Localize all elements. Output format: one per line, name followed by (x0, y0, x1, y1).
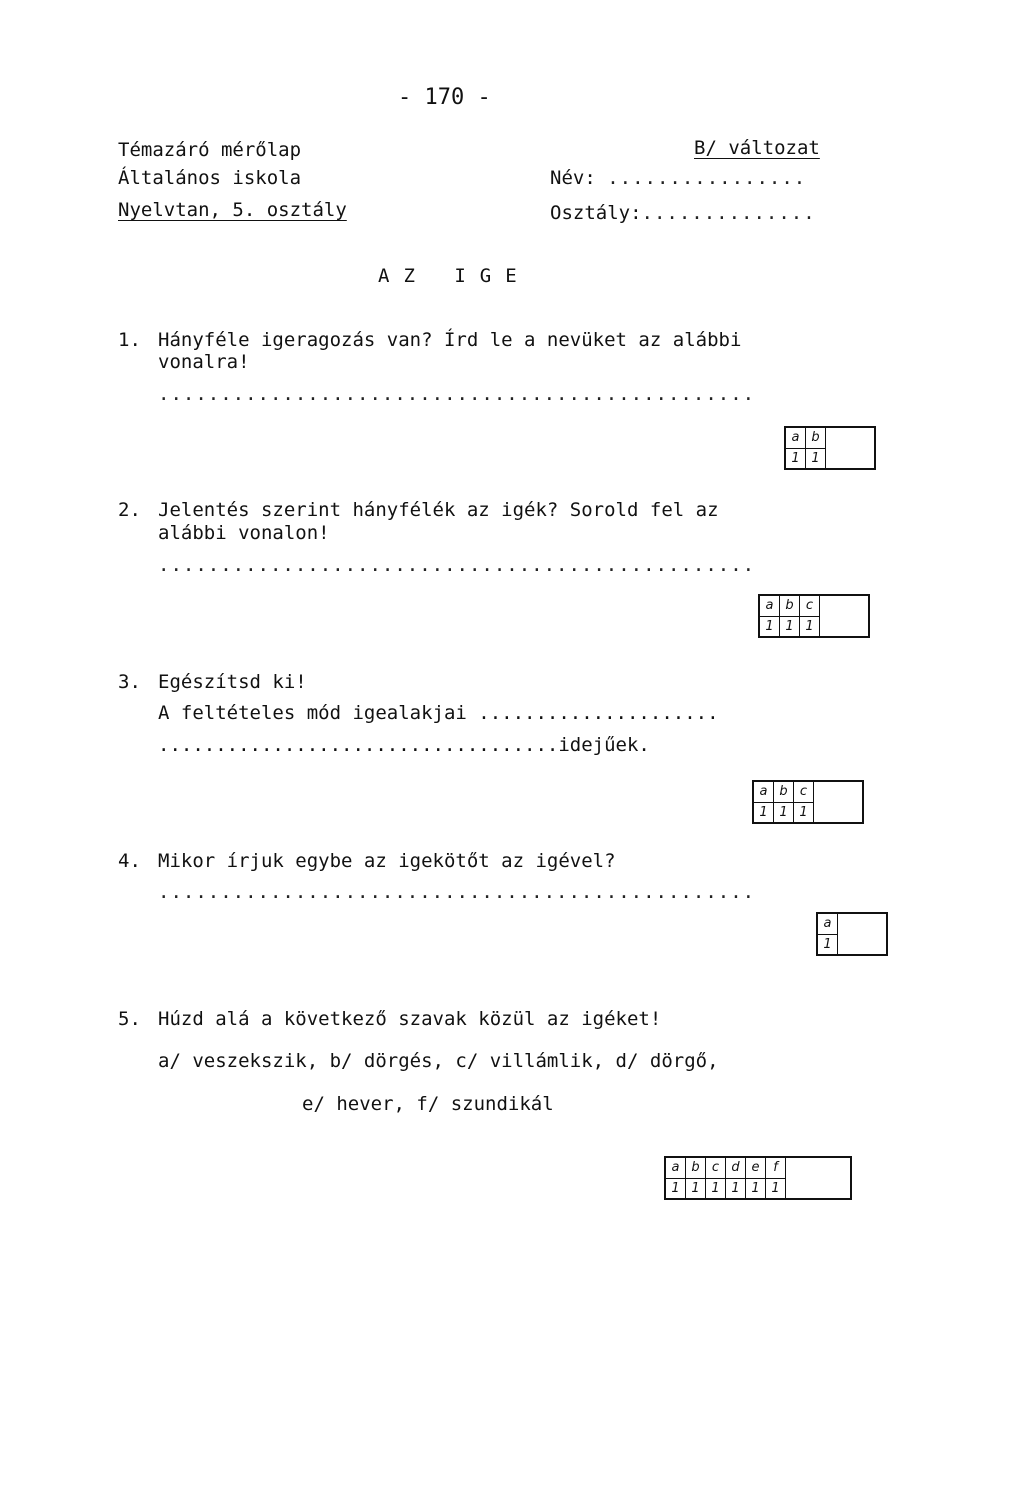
task-5-word-list-line-1: a/ veszekszik, b/ dörgés, c/ villámlik, d/ dörgő, (158, 1050, 719, 1072)
task-3-instruction: Egészítsd ki! (158, 671, 307, 693)
task-1-score-box (784, 426, 876, 470)
score-cell-e: e 1 (746, 1158, 766, 1198)
score-cell-d: d 1 (726, 1158, 746, 1198)
score-cell-a: a 1 (786, 428, 806, 468)
task-1-answer-line: ................................................ (158, 383, 756, 405)
score-cell-c: c 1 (800, 596, 820, 636)
task-5-score-box (664, 1156, 852, 1200)
class-dotted-line: .............. (641, 202, 816, 224)
score-cell-a: a 1 (760, 596, 780, 636)
score-cell-b: b 1 (686, 1158, 706, 1198)
score-cell-c: c 1 (794, 782, 814, 822)
score-total-cell (820, 596, 868, 636)
variant-label: B/ változat (694, 137, 820, 159)
header-subject-grade: Nyelvtan, 5. osztály (118, 199, 347, 221)
header-form-type: Témazáró mérőlap (118, 139, 302, 161)
page-number: - 170 - (398, 85, 491, 110)
name-label: Név: (550, 167, 596, 189)
task-1-question-line-1: Hányféle igeragozás van? Írd le a nevüket az alábbi (158, 329, 742, 351)
task-2-answer-line: ................................................ (158, 554, 756, 576)
name-field (550, 166, 806, 190)
score-cell-b: b 1 (774, 782, 794, 822)
task-1-question-line-2: vonalra! (158, 351, 250, 373)
score-cell-f: f 1 (766, 1158, 786, 1198)
class-label: Osztály: (550, 202, 642, 224)
task-3-answer-line: ...................................idejűek. (158, 734, 650, 756)
task-4-question: Mikor írjuk egybe az igekötőt az igével? (158, 850, 616, 872)
score-cell-a: a 1 (754, 782, 774, 822)
task-2-question-line-2: alábbi vonalon! (158, 522, 330, 544)
task-4-score-box (816, 912, 888, 956)
score-cell-a: a 1 (666, 1158, 686, 1198)
score-total-cell (786, 1158, 850, 1198)
score-cell-c: c 1 (706, 1158, 726, 1198)
score-total-cell (826, 428, 874, 468)
task-4-number: 4. (118, 850, 141, 872)
task-2-question-line-1: Jelentés szerint hányfélék az igék? Sorold fel az (158, 499, 719, 521)
score-cell-a: a 1 (818, 914, 838, 954)
task-5-word-list-line-2: e/ hever, f/ szundikál (302, 1093, 554, 1115)
task-5-instruction: Húzd alá a következő szavak közül az igéket! (158, 1008, 662, 1030)
task-1-number: 1. (118, 329, 141, 351)
score-total-cell (814, 782, 862, 822)
header-school-type: Általános iskola (118, 167, 302, 189)
task-3-score-box (752, 780, 864, 824)
class-field (550, 201, 816, 225)
score-cell-b: b 1 (780, 596, 800, 636)
name-dotted-line: ................ (607, 167, 807, 189)
score-total-cell (838, 914, 886, 954)
task-4-answer-line: ................................................ (158, 881, 756, 903)
task-5-number: 5. (118, 1008, 141, 1030)
task-3-number: 3. (118, 671, 141, 693)
score-cell-b: b 1 (806, 428, 826, 468)
worksheet-title: AZ IGE (378, 265, 531, 287)
task-2-number: 2. (118, 499, 141, 521)
task-3-prompt: A feltételes mód igealakjai ..................... (158, 702, 719, 724)
task-2-score-box (758, 594, 870, 638)
